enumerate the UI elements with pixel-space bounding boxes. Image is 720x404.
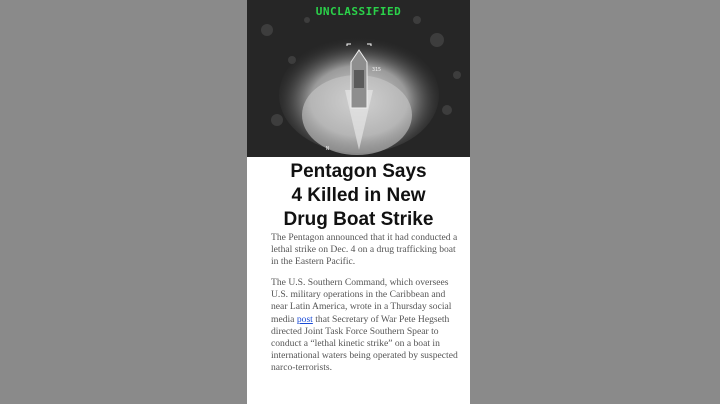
classification-banner: UNCLASSIFIED (315, 5, 402, 18)
headline-line-3: Drug Boat Strike (283, 209, 434, 230)
headline (247, 160, 470, 232)
aerial-strike-image (247, 0, 470, 157)
overlay-heading-label: 315 (372, 67, 382, 73)
boat-shape (351, 50, 367, 108)
headline-line-1: Pentagon Says (290, 161, 427, 182)
article-excerpt (262, 232, 459, 404)
article-paragraph-2 (271, 277, 459, 374)
paragraph-2-text-end: that Secretary of War Pete Hegseth directed Joint Task Force Southern Spear to conduct a “lethal kinetic strike” on a boat in international waters being operated by suspected narco-terrorists. (271, 313, 458, 373)
article-paragraph-1: The Pentagon announced that it had conducted a lethal strike on Dec. 4 on a drug trafficking boat in the Eastern Pacific. (271, 232, 458, 268)
paragraph-2-text-start: The U.S. Southern Command, which oversees U.S. military operations in the Caribbean and near Latin America, wrote in a Thursday social media (271, 277, 452, 325)
aerial-boat-graphic (247, 0, 470, 157)
overlay-north-label: N (326, 146, 330, 152)
headline-line-2: 4 Killed in New (291, 185, 426, 206)
social-media-post-link[interactable]: post (296, 313, 313, 325)
